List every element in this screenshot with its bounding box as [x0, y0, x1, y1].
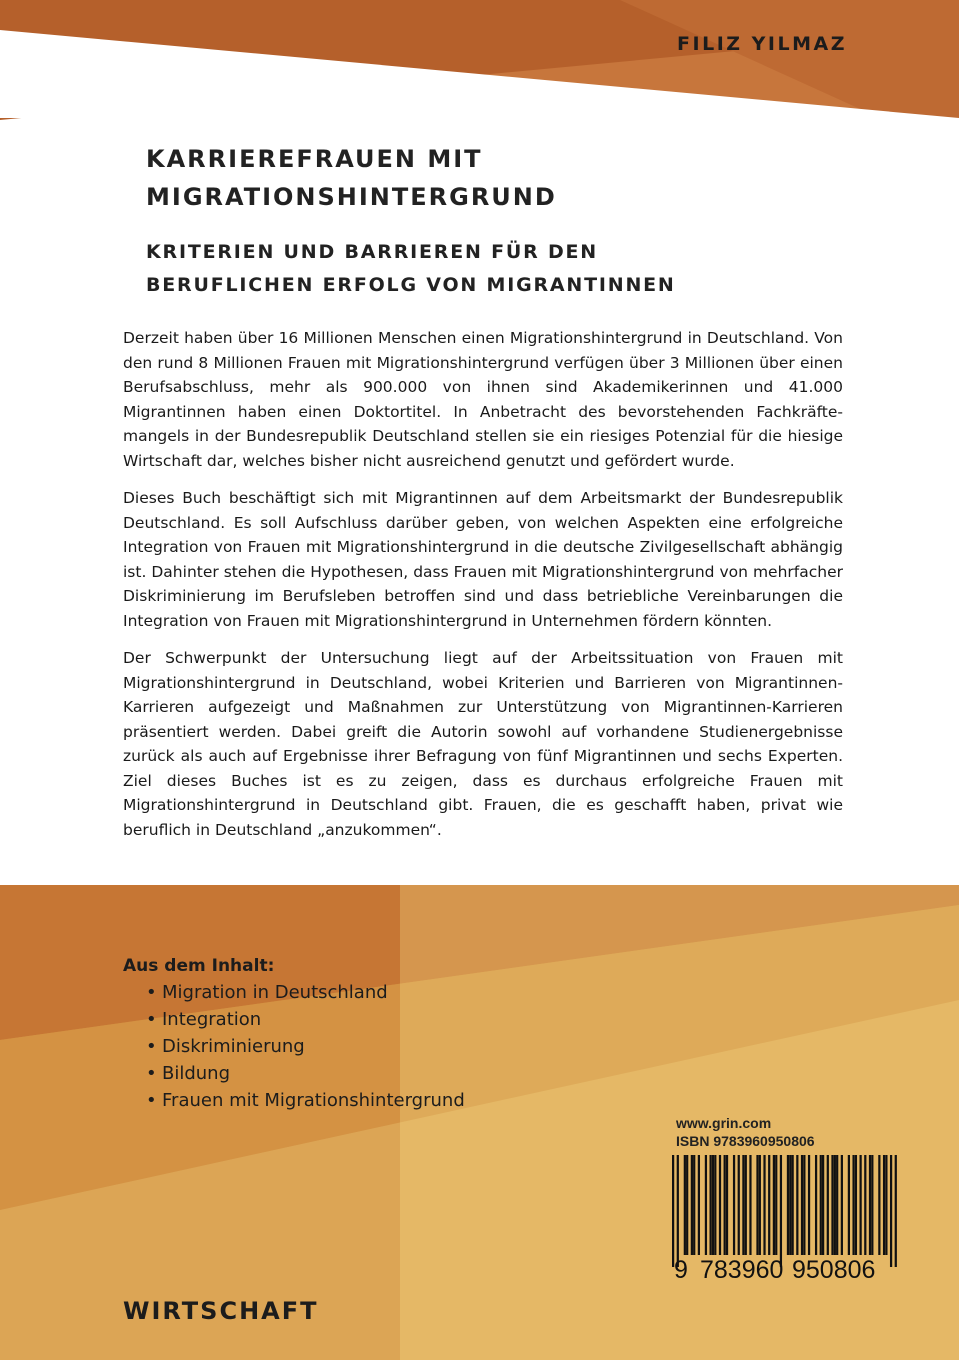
title-line: MIGRATIONSHINTERGRUND [146, 183, 557, 211]
barcode-bar [869, 1155, 871, 1255]
title-line: KARRIEREFRAUEN MIT [146, 145, 483, 173]
barcode-bar [792, 1155, 794, 1255]
barcode-digit-group: 950806 [792, 1256, 876, 1284]
barcode-bar [885, 1155, 887, 1255]
barcode-bar [693, 1155, 695, 1255]
barcode-bar [827, 1155, 829, 1255]
barcode-bar [768, 1155, 770, 1255]
blurb-paragraph: Dieses Buch beschäftigt sich mit Migrantinnen auf dem Arbeitsmarkt der Bundesrepublik Deutschland. Es soll Aufschluss darüber geben, von welchen Aspekten eine erfolgreiche Integration von Frauen mit Migrationshintergrund in die deutsche Zivilgesellschaft abhängig ist. Dahinter stehen die Hypothesen, dass Frauen mit Migrationshintergrund von mehrfacher Diskriminierung im Berufsleben betroffen sind und dass betriebliche Vereinbarungen die Integration von Frauen mit Migrationshintergrund in Unternehmen fördern könnten. [123, 489, 843, 630]
category-label: WIRTSCHAFT [123, 1297, 319, 1325]
bullet-icon: • [146, 1009, 157, 1030]
top-band [0, 0, 959, 120]
barcode-bar [759, 1155, 761, 1255]
blurb [123, 326, 843, 855]
barcode-bar [822, 1155, 824, 1255]
barcode-bar [712, 1155, 714, 1255]
barcode-bar [801, 1155, 803, 1255]
isbn-text: ISBN 9783960950806 [676, 1133, 815, 1149]
bullet-icon: • [146, 1036, 157, 1057]
blurb-paragraph: Der Schwerpunkt der Untersuchung liegt auf der Arbeitssituation von Frauen mit Migrationshintergrund in Deutschland, wobei Kriterien und Barrieren von Migrantinnen-Karrieren aufgezeigt und Maßnahmen zur Unterstützung von Migrantinnen-Karrieren präsentiert werden. Dabei greift die Autorin sowohl auf vorhandene Studienergebnisse zurück als auch auf Ergebnisse ihrer Befragung von fünf Migrantinnen und sechs Experten. Ziel dieses Buches ist es zu zeigen, dass es durchaus erfolgreiche Frauen mit Migrationshintergrund in Deutschland gibt. Frauen, die es geschafft haben, privat wie beruflich in Deutschland „anzukommen“. [123, 649, 843, 839]
barcode-bar [815, 1155, 817, 1255]
barcode-bar [763, 1155, 765, 1255]
barcode-bar [719, 1155, 721, 1255]
barcode-bar [714, 1155, 716, 1255]
contents-heading: Aus dem Inhalt: [123, 956, 275, 976]
barcode-bar [672, 1155, 674, 1267]
barcode-bar [686, 1155, 688, 1255]
barcode-bar [890, 1155, 892, 1267]
barcode-bar [749, 1155, 751, 1255]
barcode-bar [864, 1155, 866, 1255]
subtitle-line: KRITERIEN UND BARRIEREN FÜR DEN [146, 241, 598, 263]
barcode-bar [841, 1155, 843, 1255]
book-subtitle [146, 236, 866, 302]
publisher-website: www.grin.com [676, 1115, 772, 1131]
barcode-bar [808, 1155, 810, 1255]
list-item [146, 1060, 465, 1087]
list-item-label: Frauen mit Migrationshintergrund [162, 1090, 465, 1111]
barcode-bar [705, 1155, 707, 1255]
barcode-bar [860, 1155, 862, 1255]
title-block [146, 140, 866, 302]
barcode-bar [836, 1155, 838, 1255]
list-item [146, 1033, 465, 1060]
bullet-icon: • [146, 982, 157, 1003]
barcode-bar [773, 1155, 775, 1255]
contents-list-block [123, 953, 465, 1114]
list-item [146, 1087, 465, 1114]
barcode-bar [710, 1155, 712, 1255]
list-item-label: Integration [162, 1009, 262, 1030]
barcode-bar [745, 1155, 747, 1255]
barcode-digit-group: 783960 [700, 1256, 784, 1284]
list-item-label: Migration in Deutschland [162, 982, 388, 1003]
barcode-bar [756, 1155, 758, 1255]
list-item-label: Bildung [162, 1063, 231, 1084]
barcode-bar [803, 1155, 805, 1255]
barcode-bar [698, 1155, 700, 1255]
barcode-bar [677, 1155, 679, 1267]
barcode-bar [738, 1155, 740, 1255]
bullet-icon: • [146, 1063, 157, 1084]
barcode-bar [789, 1155, 791, 1255]
bullet-icon: • [146, 1090, 157, 1111]
author-name: FILIZ YILMAZ [677, 33, 847, 55]
list-item [146, 1006, 465, 1033]
barcode-bar [855, 1155, 857, 1255]
barcode-digit-group: 9 [674, 1256, 688, 1284]
barcode-bar [834, 1155, 836, 1255]
barcode-bar [775, 1155, 777, 1255]
barcode-bar [848, 1155, 850, 1255]
barcode-bar [724, 1155, 726, 1255]
isbn-barcode [672, 1155, 897, 1285]
subtitle-line: BERUFLICHEN ERFOLG VON MIGRANTINNEN [146, 274, 676, 296]
barcode-bar [742, 1155, 744, 1255]
barcode-bar [691, 1155, 693, 1255]
list-item-label: Diskriminierung [162, 1036, 305, 1057]
barcode-bar [852, 1155, 854, 1255]
barcode-bar [878, 1155, 880, 1255]
barcode-bar [883, 1155, 885, 1255]
barcode-bar [684, 1155, 686, 1255]
barcode-bar [787, 1155, 789, 1255]
contents-list [123, 979, 465, 1114]
list-item [146, 979, 465, 1006]
barcode-bar [831, 1155, 833, 1255]
barcode-bar [820, 1155, 822, 1255]
barcode-bar [871, 1155, 873, 1255]
blurb-paragraph: Derzeit haben über 16 Millionen Menschen einen Migrationshintergrund in Deutschland. Von den rund 8 Millionen Frauen mit Migrationshintergrund verfügen über 3 Millionen über einen Berufsabschluss, mehr als 900.000 von ihnen sind Akademikerinnen und 41.000 Migrantinnen haben einen Doktortitel. In Anbetracht des bevorstehenden Fachkräfte-mangels in der Bundesrepublik Deutschland stellen sie ein riesiges Potenzial für die hiesige Wirtschaft dar, welches bisher nicht ausreichend genutzt und gefördert wurde. [123, 329, 843, 470]
barcode-bar [895, 1155, 897, 1267]
barcode-bars-icon [672, 1155, 897, 1267]
barcode-bar [796, 1155, 798, 1255]
barcode-bar [733, 1155, 735, 1255]
publisher-info [676, 1114, 815, 1150]
barcode-bar [726, 1155, 728, 1255]
book-title [146, 140, 866, 216]
barcode-bar [780, 1155, 782, 1267]
